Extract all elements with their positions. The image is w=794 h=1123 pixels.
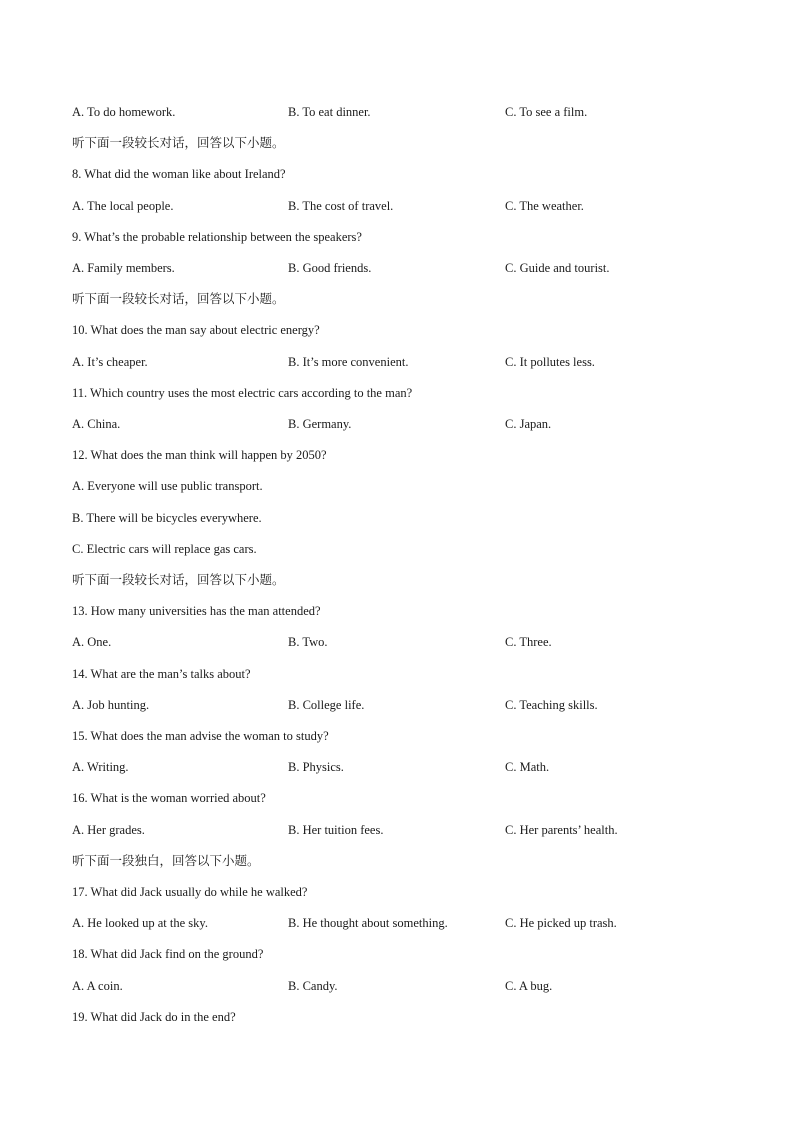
option-line: A. Everyone will use public transport. <box>72 479 263 493</box>
question-text: 15. What does the man advise the woman to study? <box>72 729 329 743</box>
question-text: 18. What did Jack find on the ground? <box>72 947 264 961</box>
option-c: C. Guide and tourist. <box>505 261 610 275</box>
option-c: C. Her parents’ health. <box>505 823 618 837</box>
option-c: C. A bug. <box>505 979 553 993</box>
options-row <box>72 978 732 994</box>
option-line: C. Electric cars will replace gas cars. <box>72 542 257 556</box>
question-text: 16. What is the woman worried about? <box>72 791 266 805</box>
option-c: C. Teaching skills. <box>505 698 598 712</box>
question-text: 8. What did the woman like about Ireland? <box>72 167 286 181</box>
option-b: B. Two. <box>288 635 328 649</box>
options-row <box>72 416 732 432</box>
option-a: A. A coin. <box>72 979 123 993</box>
option-c: C. He picked up trash. <box>505 916 617 930</box>
options-row <box>72 822 732 838</box>
option-line: B. There will be bicycles everywhere. <box>72 511 262 525</box>
option-a: A. One. <box>72 635 112 649</box>
options-row <box>72 260 732 276</box>
section-instruction: 听下面一段较长对话，回答以下小题。 <box>72 135 285 150</box>
option-c: C. It pollutes less. <box>505 355 595 369</box>
option-b: B. Candy. <box>288 979 338 993</box>
option-a: A. The local people. <box>72 199 174 213</box>
section-instruction: 听下面一段较长对话，回答以下小题。 <box>72 572 285 587</box>
option-b: B. It’s more convenient. <box>288 355 409 369</box>
options-row <box>72 104 732 120</box>
option-b: B. College life. <box>288 698 365 712</box>
options-row <box>72 198 732 214</box>
option-b: B. Physics. <box>288 760 344 774</box>
options-row <box>72 915 732 931</box>
option-c: C. Three. <box>505 635 552 649</box>
question-text: 17. What did Jack usually do while he walked? <box>72 885 308 899</box>
question-text: 13. How many universities has the man attended? <box>72 604 321 618</box>
option-a: A. Her grades. <box>72 823 145 837</box>
option-a: A. Writing. <box>72 760 129 774</box>
options-row <box>72 697 732 713</box>
question-text: 11. Which country uses the most electric cars according to the man? <box>72 386 413 400</box>
question-text: 10. What does the man say about electric energy? <box>72 323 320 337</box>
options-row <box>72 354 732 370</box>
option-b: B. Germany. <box>288 417 352 431</box>
option-c: C. To see a film. <box>505 105 588 119</box>
option-b: B. He thought about something. <box>288 916 448 930</box>
question-text: 14. What are the man’s talks about? <box>72 667 251 681</box>
question-text: 9. What’s the probable relationship between the speakers? <box>72 230 362 244</box>
options-row <box>72 634 732 650</box>
option-a: A. Job hunting. <box>72 698 150 712</box>
option-c: C. The weather. <box>505 199 584 213</box>
question-text: 12. What does the man think will happen by 2050? <box>72 448 327 462</box>
option-b: B. Her tuition fees. <box>288 823 384 837</box>
option-a: A. Family members. <box>72 261 175 275</box>
options-row <box>72 759 732 775</box>
option-b: B. Good friends. <box>288 261 372 275</box>
option-c: C. Japan. <box>505 417 552 431</box>
option-a: A. China. <box>72 417 121 431</box>
option-a: A. To do homework. <box>72 105 176 119</box>
option-b: B. The cost of travel. <box>288 199 394 213</box>
option-b: B. To eat dinner. <box>288 105 371 119</box>
question-text: 19. What did Jack do in the end? <box>72 1010 236 1024</box>
section-instruction: 听下面一段较长对话，回答以下小题。 <box>72 291 285 306</box>
section-instruction: 听下面一段独白，回答以下小题。 <box>72 853 260 868</box>
option-a: A. He looked up at the sky. <box>72 916 208 930</box>
option-a: A. It’s cheaper. <box>72 355 148 369</box>
option-c: C. Math. <box>505 760 550 774</box>
